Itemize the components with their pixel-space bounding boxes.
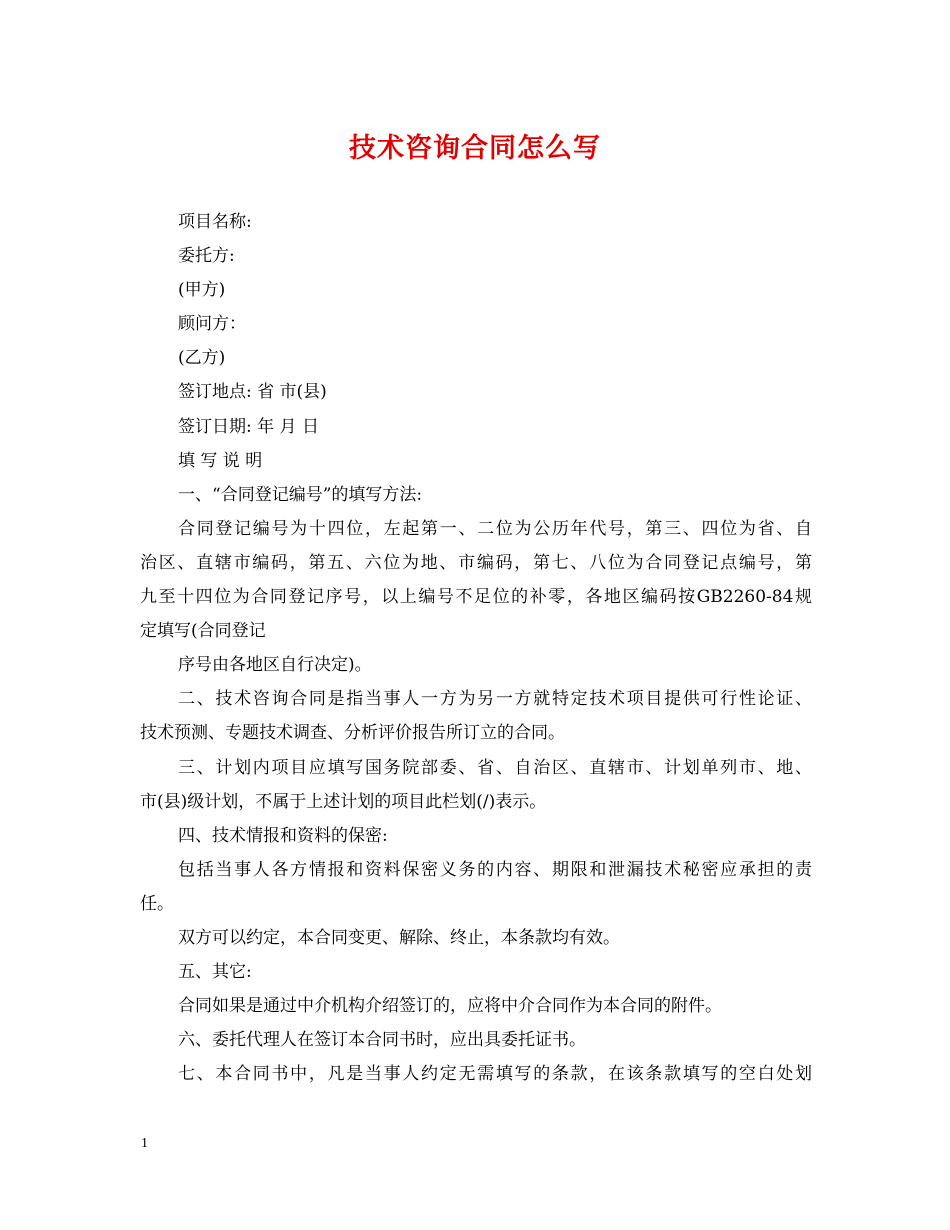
section-4-line: 双方可以约定，本合同变更、解除、终止，本条款均有效。 <box>178 927 620 948</box>
paragraph-line: 九至十四位为合同登记序号，以上编号不足位的补零，各地区编码按GB2260-84规 <box>140 587 812 608</box>
field-party-a: (甲方) <box>178 280 226 301</box>
paragraph-line: 序号由各地区自行决定)。 <box>178 655 372 676</box>
field-consultant: 顾问方： <box>178 314 246 335</box>
section-2-line: 二、技术咨询合同是指当事人一方为另一方就特定技术项目提供可行性论证、 <box>178 689 812 710</box>
field-project-name: 项目名称: <box>178 212 252 232</box>
field-party-b: (乙方) <box>178 348 226 369</box>
field-signing-place: 签订地点: 省 市(县) <box>178 382 327 403</box>
section-3-line: 三、计划内项目应填写国务院部委、省、自治区、直辖市、计划单列市、地、 <box>178 757 812 778</box>
paragraph-line: 治区、直辖市编码，第五、六位为地、市编码，第七、八位为合同登记点编号，第 <box>140 552 812 573</box>
section-4-heading: 四、技术情报和资料的保密: <box>178 825 388 846</box>
document-body <box>140 205 812 1091</box>
paragraph-line: 合同登记编号为十四位，左起第一、二位为公历年代号，第三、四位为省、自 <box>178 518 812 539</box>
section-4-line: 任。 <box>140 893 174 914</box>
section-1-heading: 一、“合同登记编号”的填写方法: <box>178 484 423 505</box>
section-2-line: 技术预测、专题技术调查、分析评价报告所订立的合同。 <box>140 723 565 744</box>
section-6-line: 六、委托代理人在签订本合同书时，应出具委托证书。 <box>178 1030 586 1051</box>
section-5-heading: 五、其它: <box>178 962 252 983</box>
section-4-line: 包括当事人各方情报和资料保密义务的内容、期限和泄漏技术秘密应承担的责 <box>178 859 812 880</box>
paragraph-line: 定填写(合同登记 <box>140 621 266 642</box>
field-signing-date: 签订日期: 年 月 日 <box>178 416 319 437</box>
section-3-line: 市(县)级计划，不属于上述计划的项目此栏划(/)表示。 <box>140 791 547 812</box>
instructions-heading: 填 写 说 明 <box>178 450 263 471</box>
document-title: 技术咨询合同怎么写 <box>349 133 601 164</box>
section-5-line: 合同如果是通过中介机构介绍签订的，应将中介合同作为本合同的附件。 <box>178 996 722 1017</box>
field-client: 委托方: <box>178 246 235 267</box>
section-7-line: 七、本合同书中，凡是当事人约定无需填写的条款，在该条款填写的空白处划 <box>178 1064 812 1085</box>
page-number: 1 <box>141 1136 148 1151</box>
